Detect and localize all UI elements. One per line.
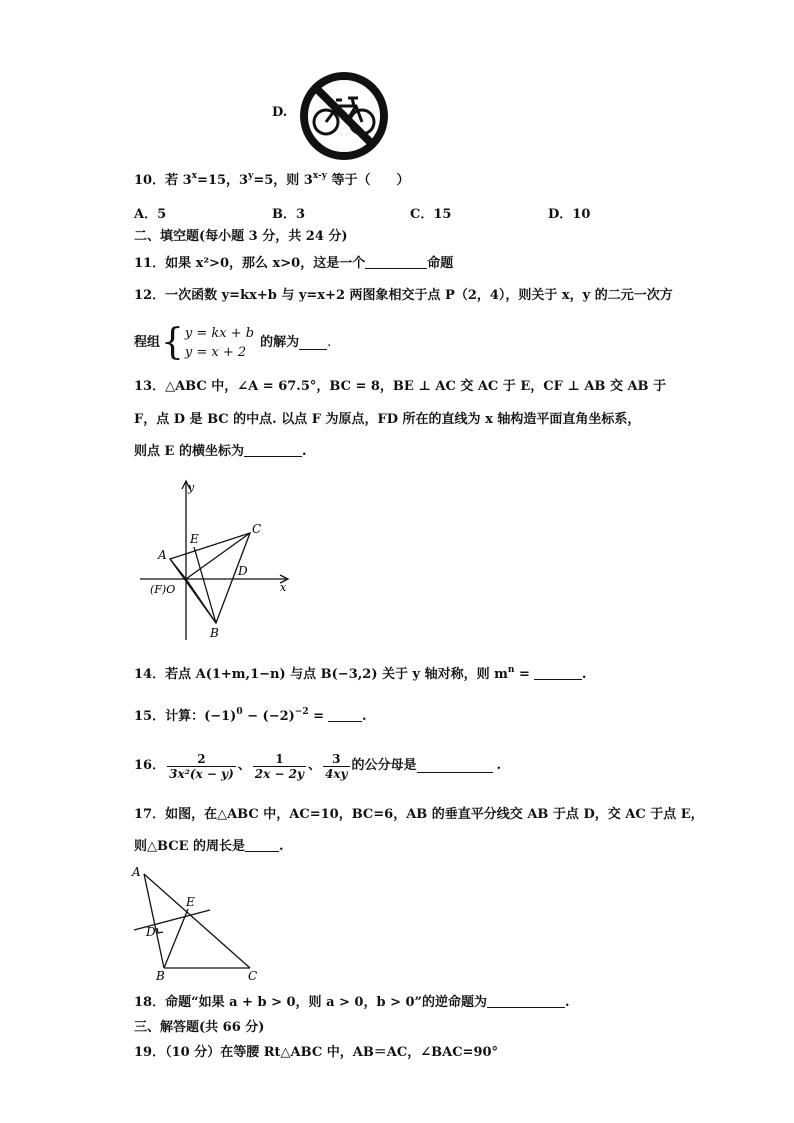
answer-blank bbox=[244, 444, 302, 457]
label-b: B bbox=[210, 626, 219, 640]
q10-option-b: B．3 bbox=[272, 207, 306, 222]
label-a: A bbox=[132, 865, 141, 879]
figure-17-diagram bbox=[130, 862, 270, 984]
label-b: B bbox=[156, 969, 165, 983]
answer-blank bbox=[417, 760, 493, 773]
q10-option-a: A．5 bbox=[134, 207, 167, 222]
section-3-title: 三、解答题(共 66 分) bbox=[134, 1020, 265, 1035]
right-angle-mark bbox=[157, 928, 163, 933]
question-14: 14．若点 A(1+m,1−n) 与点 B(−3,2) 关于 y 轴对称，则 $m^n$ = . bbox=[134, 665, 587, 682]
segment-be bbox=[194, 547, 216, 623]
question-11: 11．如果 x²>0，那么 x>0，这是一个 命题 bbox=[134, 256, 454, 271]
label-a: A bbox=[158, 548, 167, 562]
answer-blank bbox=[365, 256, 427, 269]
answer-blank bbox=[299, 337, 327, 350]
question-13-line2: F，点 D 是 BC 的中点. 以点 F 为原点，FD 所在的直线为 x 轴构造平面直角坐标系， bbox=[134, 412, 641, 427]
question-16: 16． $\frac{2}{\text{3x²(x − y)}}$ 、 $\frac{1}{2x - 2y}$ 、 $\frac{3}{4xy}$ 的公分母是 . bbox=[134, 751, 502, 781]
question-15: 15．计算：$(-1)^0 - (-2)^{-2}$ = . bbox=[134, 707, 367, 724]
fraction-2: $\frac{1}{2x - 2y}$ bbox=[254, 751, 305, 781]
answer-blank bbox=[328, 709, 362, 722]
label-fo: (F)O bbox=[150, 583, 176, 596]
question-10: 10．若 $3^x=15$，$3^y=5$，则 3$^{x-y}$ 等于（ ） bbox=[134, 171, 410, 188]
question-19: 19．（10 分）在等腰 Rt△ABC 中，AB＝AC，∠BAC=90° bbox=[134, 1045, 499, 1060]
label-c: C bbox=[252, 522, 262, 536]
answer-blank bbox=[487, 995, 565, 1008]
q9-option-d-label: D. bbox=[272, 105, 288, 120]
question-13-line3: 则点 E 的横坐标为 . bbox=[134, 444, 307, 459]
no-bicycle-sign-icon bbox=[298, 70, 390, 162]
segment-ac bbox=[144, 874, 250, 968]
label-e: E bbox=[190, 532, 199, 546]
answer-blank bbox=[534, 667, 582, 680]
question-12-line1: 12．一次函数 y=kx+b 与 y=x+2 两图象相交于点 P（2，4），则关于 x，y 的二元一次方 bbox=[134, 288, 673, 303]
label-y: y bbox=[188, 481, 195, 494]
question-17-line2: 则△BCE 的周长是 . bbox=[134, 839, 284, 854]
question-17-line1: 17．如图，在△ABC 中，AC=10，BC=6，AB 的垂直平分线交 AB 于点 D，交 AC 于点 E， bbox=[134, 807, 704, 822]
question-18: 18．命题“如果 a + b > 0，则 a > 0，b > 0”的逆命题为 . bbox=[134, 995, 570, 1010]
fraction-1: $\frac{2}{\text{3x²(x − y)}}$ bbox=[169, 751, 234, 781]
label-d: D bbox=[238, 564, 248, 578]
left-brace: { bbox=[161, 322, 184, 363]
triangle-abc bbox=[170, 533, 250, 623]
label-c: C bbox=[248, 969, 258, 983]
fraction-3: $\frac{3}{4xy}$ bbox=[325, 751, 348, 781]
question-12-system: 程组 { y = kx + b y = x + 2 的解为 . bbox=[134, 322, 332, 363]
label-d: D bbox=[146, 925, 156, 939]
question-13-line1: 13．△ABC 中，∠A = 67.5°，BC = 8，BE ⊥ AC 交 AC 于 E，CF ⊥ AB 交 AB 于 bbox=[134, 379, 667, 394]
q10-option-d: D．10 bbox=[548, 207, 591, 222]
segment-be bbox=[164, 909, 188, 968]
section-2-title: 二、填空题(每小题 3 分，共 24 分) bbox=[134, 229, 348, 244]
label-x: x bbox=[280, 581, 287, 594]
q10-option-c: C．15 bbox=[410, 207, 452, 222]
answer-blank bbox=[245, 839, 279, 852]
label-e: E bbox=[186, 895, 195, 909]
figure-13-diagram bbox=[134, 475, 304, 645]
segment-ab bbox=[144, 874, 164, 968]
